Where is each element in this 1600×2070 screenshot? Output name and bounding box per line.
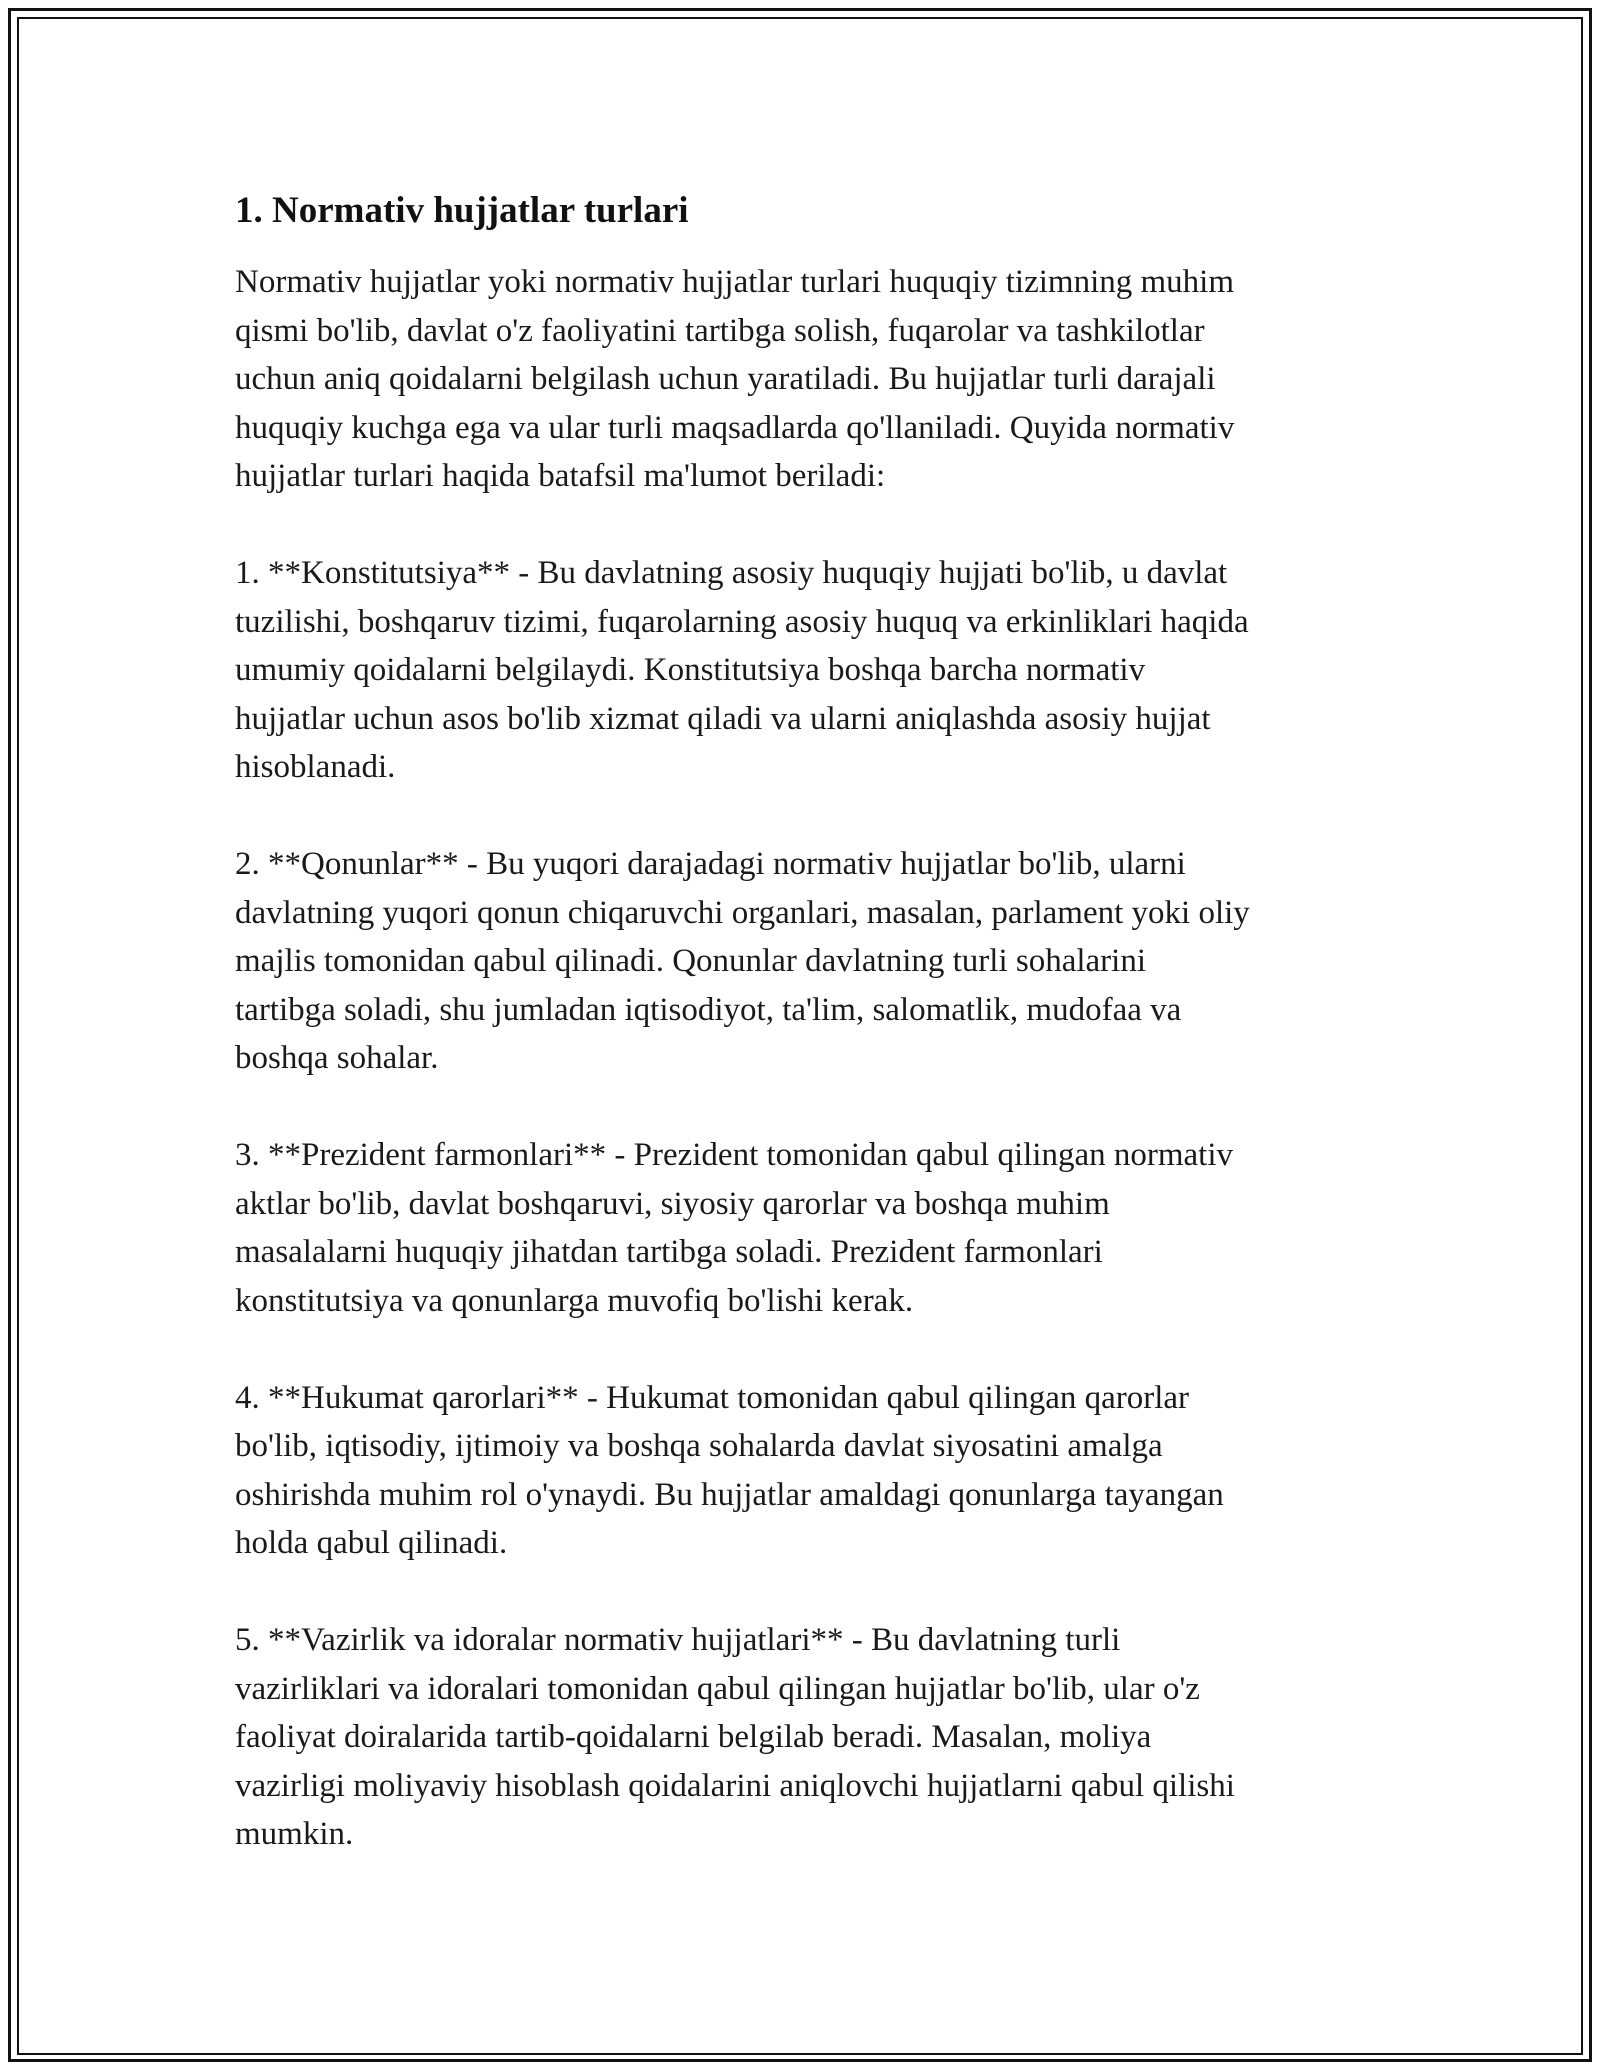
list-item-vazirlik-hujjatlari: 5. **Vazirlik va idoralar normativ hujjatlari** - Bu davlatning turli vazirliklari va idoralari tomonidan qabul qilingan hujjatlar bo'lib, ular o'z faoliyat doiralarida tartib-qoidalarni belgilab beradi. Masalan, moliya vazirligi moliyaviy hisoblash qoidalarini aniqlovchi hujjatlarni qabul qilishi mumkin. — [235, 1622, 1235, 1852]
list-item-konstitutsiya: 1. **Konstitutsiya** - Bu davlatning asosiy huquqiy hujjati bo'lib, u davlat tuzilishi, boshqaruv tizimi, fuqarolarning asosiy huquq va erkinliklari haqida umumiy qoidalarni belgilaydi. Konstitutsiya boshqa barcha normativ hujjatlar uchun asos bo'lib xizmat qiladi va ularni aniqlashda asosiy hujjat hisoblanadi. — [235, 555, 1249, 785]
list-item-prezident-farmonlari: 3. **Prezident farmonlari** - Prezident tomonidan qabul qilingan normativ aktlar bo'lib, davlat boshqaruvi, siyosiy qarorlar va boshqa muhim masalalarni huquqiy jihatdan tartibga soladi. Prezident farmonlari konstitutsiya va qonunlarga muvofiq bo'lishi kerak. — [235, 1137, 1234, 1319]
document-body — [235, 185, 1370, 1859]
list-item-qonunlar: 2. **Qonunlar** - Bu yuqori darajadagi normativ hujjatlar bo'lib, ularni davlatning yuqori qonun chiqaruvchi organlari, masalan, parlament yoki oliy majlis tomonidan qabul qilinadi. Qonunlar davlatning turli sohalarini tartibga soladi, shu jumladan iqtisodiyot, ta'lim, salomatlik, mudofaa va boshqa sohalar. — [235, 846, 1250, 1076]
intro-paragraph: Normativ hujjatlar yoki normativ hujjatlar turlari huquqiy tizimning muhim qismi bo'lib, davlat o'z faoliyatini tartibga solish, fuqarolar va tashkilotlar uchun aniq qoidalarni belgilash uchun yaratiladi. Bu hujjatlar turli darajali huquqiy kuchga ega va ular turli maqsadlarda qo'llaniladi. Quyida normativ hujjatlar turlari haqida batafsil ma'lumot beriladi: — [235, 264, 1235, 494]
document-title: 1. Normativ hujjatlar turlari — [235, 190, 689, 231]
list-item-hukumat-qarorlari: 4. **Hukumat qarorlari** - Hukumat tomonidan qabul qilingan qarorlar bo'lib, iqtisodiy, ijtimoiy va boshqa sohalarda davlat siyosatini amalga oshirishda muhim rol o'ynaydi. Bu hujjatlar amaldagi qonunlarga tayangan holda qabul qilinadi. — [235, 1379, 1224, 1561]
